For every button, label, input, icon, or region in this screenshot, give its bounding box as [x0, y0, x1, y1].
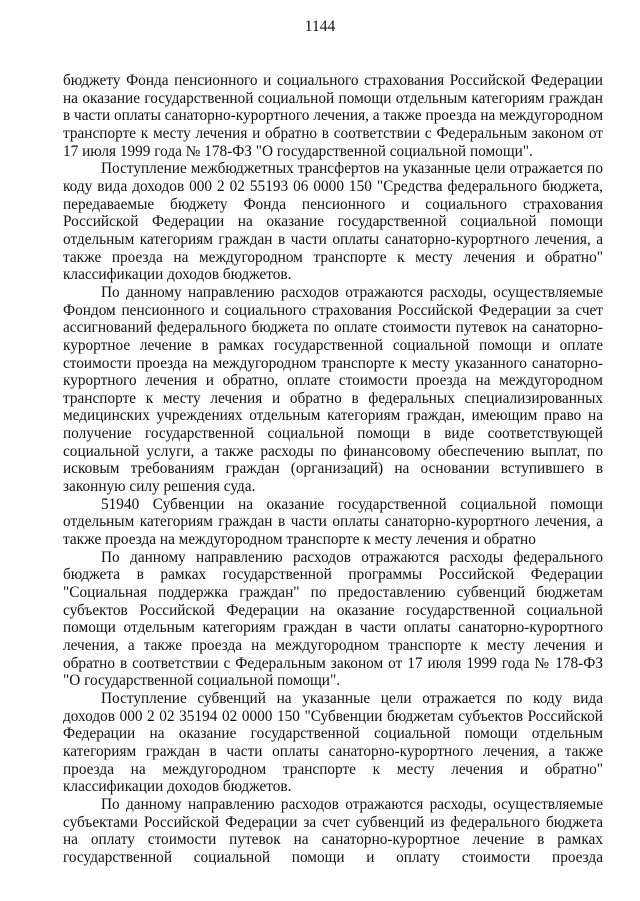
paragraph-income-transfers: Поступление межбюджетных трансфертов на указанные цели отражается по коду вида доходов 000 2 02 55193 06 0000 150 "Средства федерального бюджета, передаваемые бюджету Фонда пенсионного и социального страхования Российской Федерации на оказание государственной социальной помощи отдельным категориям граждан в части оплаты санаторно-курортного лечения, а также проезда на междугородном транспорте к месту лечения и обратно" классификации доходов бюджетов.	[63, 160, 603, 284]
paragraph-subvention-income: Поступление субвенций на указанные цели отражается по коду вида доходов 000 2 02 35194 02 0000 150 "Субвенции бюджетам субъектов Российской Федерации на оказание государственной социальной помощи отдельным категориям граждан в части оплаты санаторно-курортного лечения, а также проезда на междугородном транспорте к месту лечения и обратно" классификации доходов бюджетов.	[63, 689, 603, 796]
paragraph-federal-expenses: По данному направлению расходов отражаются расходы федерального бюджета в рамках государственной программы Российской Федерации "Социальная поддержка граждан" по предоставлению субвенций бюджетам субъектов Российской Федерации на оказание государственной социальной помощи отдельным категориям граждан в части оплаты санаторно-курортного лечения, а также проезда на междугородном транспорте к месту лечения и обратно в соответствии с Федеральным законом от 17 июля 1999 года № 178-ФЗ "О государственной социальной помощи".	[63, 548, 603, 690]
paragraph-regional-expenses: По данному направлению расходов отражаются расходы, осуществляемые субъектами Российской Федерации за счет субвенций из федерального бюджета на оплату стоимости путевок на санаторно-курортное лечение в рамках государственной социальной помощи и оплату стоимости проезда	[63, 795, 603, 866]
paragraph-fund-expenses: По данному направлению расходов отражаются расходы, осуществляемые Фондом пенсионного и социального страхования Российской Федерации за счет ассигнований федерального бюджета по оплате стоимости путевок на санаторно-курортное лечение в рамках государственной социальной помощи и оплате стоимости проезда на междугородном транспорте к месту указанного санаторно-курортного лечения и обратно, оплате стоимости проезда на междугородном транспорте к месту лечения и обратно в федеральных специализированных медицинских учреждениях отдельным категориям граждан, имеющим право на получение государственной социальной помощи в виде соответствующей социальной услуги, а также расходы по финансовому обеспечению выплат, по исковым требованиям граждан (организаций) на основании вступившего в законную силу решения суда.	[63, 283, 603, 496]
paragraph-continuation: бюджету Фонда пенсионного и социального страхования Российской Федерации на оказание государственной социальной помощи отдельным категориям граждан в части оплаты санаторно-курортного лечения, а также проезда на междугородном транспорте к месту лечения и обратно в соответствии с Федеральным законом от 17 июля 1999 года № 178-ФЗ "О государственной социальной помощи".	[63, 72, 603, 160]
paragraph-section-51940-heading: 51940 Субвенции на оказание государственной социальной помощи отдельным категориям граждан в части оплаты санаторно-курортного лечения, а также проезда на междугородном транспорте к месту лечения и обратно	[63, 495, 603, 549]
page-number: 1144	[304, 18, 336, 35]
document-body	[63, 72, 603, 867]
